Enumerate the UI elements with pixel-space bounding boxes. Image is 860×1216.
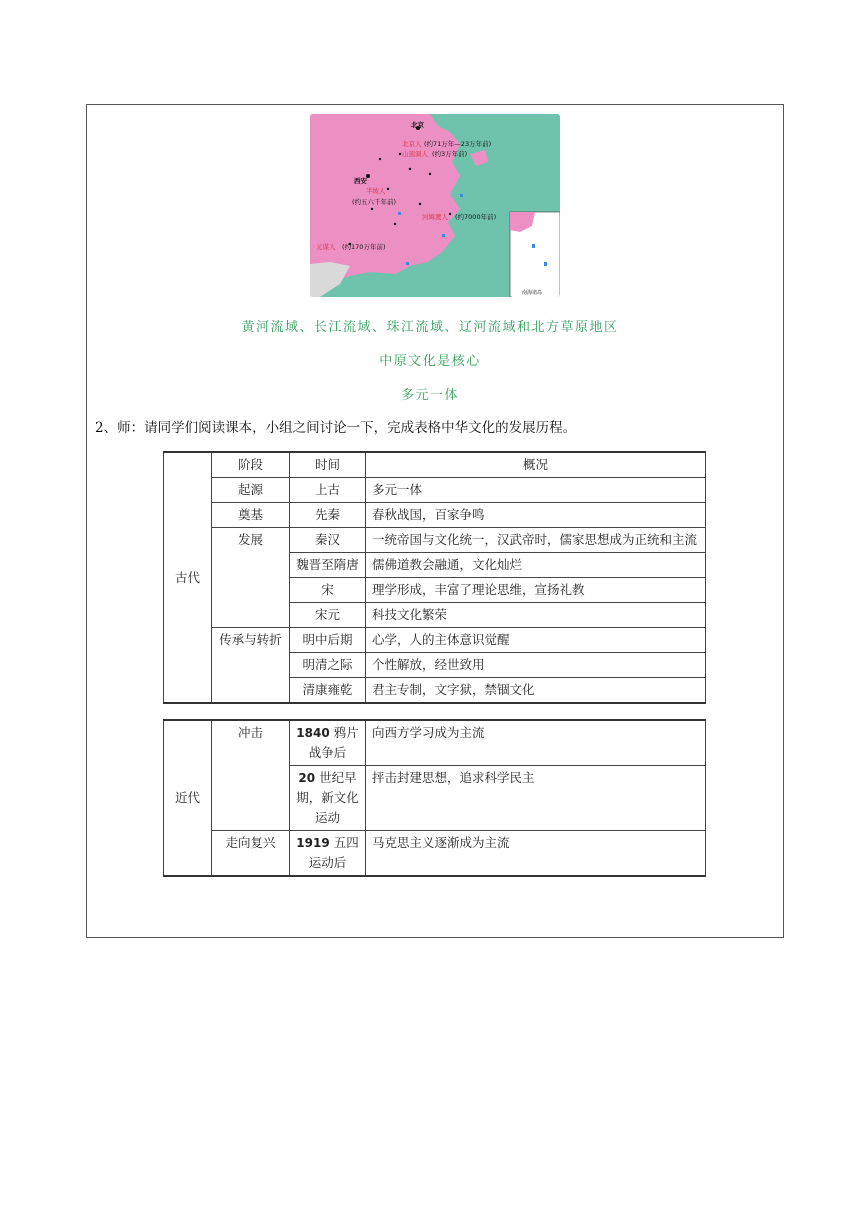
time-cell: 明清之际 <box>290 653 366 678</box>
time-cell: 魏晋至隋唐 <box>290 553 366 578</box>
time-text: 鸦片战争后 <box>308 725 359 760</box>
time-cell <box>290 831 366 877</box>
map-label-beijing-man: 北京人 <box>402 140 422 148</box>
time-cell: 宋 <box>290 578 366 603</box>
overview-cell: 科技文化繁荣 <box>366 603 706 628</box>
header-stage: 阶段 <box>212 452 290 478</box>
map-label-yuanmou: 元谋人 <box>316 243 336 251</box>
stage-cell: 冲击 <box>212 720 290 831</box>
overview-cell: 儒佛道教会融通，文化灿烂 <box>366 553 706 578</box>
modern-culture-table <box>163 719 706 877</box>
era-cell-ancient: 古代 <box>164 452 212 703</box>
stage-cell: 起源 <box>212 478 290 503</box>
table-row <box>164 503 706 528</box>
era-cell-modern: 近代 <box>164 720 212 876</box>
time-cell: 清康雍乾 <box>290 678 366 704</box>
map-label-upper-cave-date: (约3万年前) <box>432 150 468 158</box>
overview-cell: 君主专制，文字狱，禁锢文化 <box>366 678 706 704</box>
overview-cell: 春秋战国，百家争鸣 <box>366 503 706 528</box>
overview-cell: 向西方学习成为主流 <box>366 720 706 766</box>
stage-cell: 走向复兴 <box>212 831 290 877</box>
map-label-beijing: 北京 <box>411 121 424 129</box>
table-row <box>164 720 706 766</box>
table-row <box>164 478 706 503</box>
time-text: 五四运动后 <box>308 835 359 870</box>
stage-cell: 传承与转折 <box>212 628 290 704</box>
overview-cell: 马克思主义逐渐成为主流 <box>366 831 706 877</box>
table-row <box>164 528 706 553</box>
overview-cell: 抨击封建思想，追求科学民主 <box>366 766 706 831</box>
map-label-banpo: 半坡人 <box>366 187 386 195</box>
overview-cell: 一统帝国与文化统一，汉武帝时，儒家思想成为正统和主流 <box>366 528 706 553</box>
map-label-hemudu-date: (约7000年前) <box>455 213 497 221</box>
table-row <box>164 628 706 653</box>
map-label-beijing-man-date: (约71万年—23万年前) <box>424 140 492 148</box>
time-number: 1840 <box>296 726 330 740</box>
header-overview: 概况 <box>366 452 706 478</box>
map-label-upper-cave: 山顶洞人 <box>402 150 428 158</box>
time-cell: 先秦 <box>290 503 366 528</box>
stage-cell: 发展 <box>212 528 290 628</box>
map-label-banpo-date: (约五六千年前) <box>352 198 397 206</box>
time-number: 1919 <box>296 836 330 850</box>
overview-cell: 多元一体 <box>366 478 706 503</box>
ancient-china-map <box>310 114 560 297</box>
core-line: 中原文化是核心 <box>379 354 481 369</box>
map-label-xian: 西安 <box>354 177 367 185</box>
instruction-paragraph: 2、师：请同学们阅读课本，小组之间讨论一下，完成表格中华文化的发展历程。 <box>95 420 577 436</box>
time-cell <box>290 766 366 831</box>
time-cell <box>290 720 366 766</box>
time-cell: 明中后期 <box>290 628 366 653</box>
ancient-culture-table <box>163 451 706 704</box>
regions-line: 黄河流域、长江流域、珠江流域、辽河流域和北方草原地区 <box>241 320 619 335</box>
time-cell: 宋元 <box>290 603 366 628</box>
time-cell: 上古 <box>290 478 366 503</box>
unity-line: 多元一体 <box>400 388 459 403</box>
stage-cell: 奠基 <box>212 503 290 528</box>
time-text: 世纪早期，新文化运动 <box>296 770 359 825</box>
map-label-inset: 南海诸岛 <box>522 290 543 296</box>
overview-cell: 理学形成，丰富了理论思维，宣扬礼教 <box>366 578 706 603</box>
overview-cell: 个性解放，经世致用 <box>366 653 706 678</box>
overview-cell: 心学，人的主体意识觉醒 <box>366 628 706 653</box>
time-number: 20 <box>298 771 316 785</box>
time-cell: 秦汉 <box>290 528 366 553</box>
map-label-yuanmou-date: (约170万年前) <box>342 243 386 251</box>
table-row <box>164 831 706 877</box>
map-label-hemudu: 河姆渡人 <box>422 213 448 221</box>
header-time: 时间 <box>290 452 366 478</box>
